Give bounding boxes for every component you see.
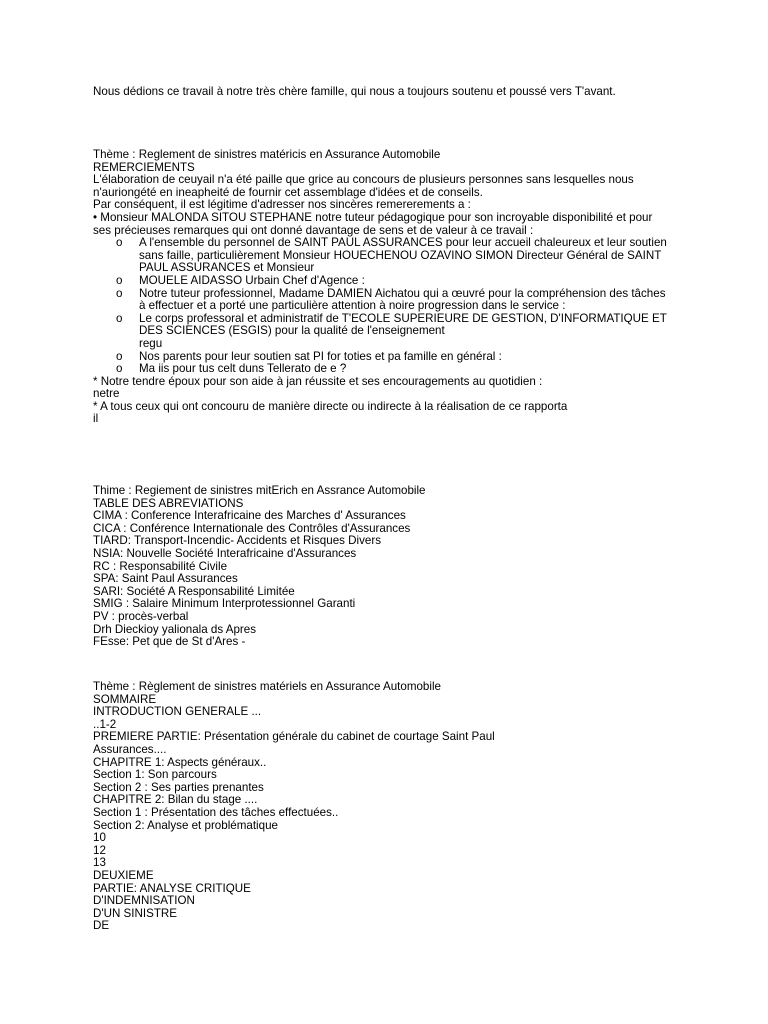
toc-line: ..1-2	[93, 717, 117, 731]
list-item: o A l'ensemble du personnel de SAINT PAUL ASSURANCES pour leur accueil chaleureux et leur soutien sans faille, particulièrement Monsieur HOUECHENOU OZAVINO SIMON Directeur Général de SAINT PAUL ASSURANCES et Monsieur	[116, 236, 667, 275]
bullet-marker: o	[116, 362, 123, 376]
paragraph-line: netre	[93, 387, 120, 401]
toc-line: Section 2: Analyse et problématique	[93, 818, 278, 832]
toc-line: 12	[93, 843, 106, 857]
abreviations-section	[93, 485, 683, 649]
paragraph-line: ses précieuses remarques qui ont donné davantage de sens et de valeur à ce travail :	[93, 223, 534, 237]
abbreviation-entry: PV : procès-verbal	[93, 609, 189, 623]
toc-line: Section 1: Son parcours	[93, 768, 217, 782]
list-item: o Nos parents pour leur soutien sat PI for toties et pa famille en général :	[116, 349, 502, 363]
tutor-acknowledgement	[93, 212, 683, 237]
abbreviation-entry: Drh Dieckioy yalionala ds Apres	[93, 622, 257, 636]
toc-line: 13	[93, 856, 106, 870]
toc-line: D'UN SINISTRE	[93, 906, 178, 920]
toc-line: CHAPITRE 1: Aspects généraux..	[93, 755, 267, 769]
section-heading: TABLE DES ABREVIATIONS	[93, 496, 244, 510]
paragraph-line: Par conséquent, il est légitime d'adresser nos sincères remererements a :	[93, 198, 471, 212]
paragraph-line: n'auriongété en ineapheité de fournir cet assemblage d'idées et de conseils.	[93, 185, 483, 199]
paragraph-line: • Monsieur MALONDA SITOU STEPHANE notre tuteur pédagogique pour son incroyable disponibilité et pour	[93, 210, 653, 224]
bullet-marker: o	[116, 236, 123, 250]
toc-line: CHAPITRE 2: Bilan du stage ....	[93, 793, 258, 807]
paragraph-line: il	[93, 412, 99, 426]
closing-acknowledgements	[93, 376, 683, 426]
section-theme: Thime : Regiement de sinistres mitErich en Assrance Automobile	[93, 484, 426, 497]
abbreviation-entry: RC : Responsabilité Civile	[93, 559, 228, 573]
list-item: o Ma iis pour tus celt duns Tellerato de e ?	[116, 362, 347, 376]
abbreviation-entry: FEsse: Pet que de St d'Ares -	[93, 635, 246, 649]
remerciements-section	[93, 149, 683, 426]
bullet-marker: o	[116, 311, 123, 325]
abreviations-list	[93, 510, 683, 649]
section-theme: Thème : Reglement de sinistres matéricis en Assurance Automobile	[93, 148, 441, 161]
toc-line: PARTIE: ANALYSE CRITIQUE	[93, 881, 251, 895]
paragraph-line: * Notre tendre époux pour son aide à jan réussite et ses encouragements au quotidien :	[93, 374, 543, 388]
sommaire-list	[93, 706, 683, 933]
toc-line: Section 1 : Présentation des tâches effectuées..	[93, 805, 339, 819]
sommaire-section	[93, 681, 683, 933]
toc-line: Section 2 : Ses parties prenantes	[93, 780, 264, 794]
paragraph-line: L'élaboration de ceuyail n'a été paille que grice au concours de plusieurs personnes sans lesquelles nous	[93, 173, 634, 187]
bullet-marker: o	[116, 286, 123, 300]
toc-line: DEUXIEME	[93, 868, 154, 882]
dedication-section	[93, 86, 683, 99]
list-item: o Notre tuteur professionnel, Madame DAMIEN Aichatou qui a œuvré pour la compréhension des tâches à effectuer et a porté une particulière attention à noire progression dans le service :	[116, 286, 666, 313]
abbreviation-entry: TIARD: Transport-Incendic- Accidents et Risques Divers	[93, 534, 382, 548]
abbreviation-entry: NSIA: Nouvelle Société Interafricaine d'Assurances	[93, 546, 357, 560]
section-theme: Thème : Règlement de sinistres matériels en Assurance Automobile	[93, 680, 441, 693]
bullet-marker: o	[116, 349, 123, 363]
abbreviation-entry: CIMA : Conference Interafricaine des Marches d' Assurances	[93, 509, 406, 523]
abbreviation-entry: SARI: Société A Responsabilité Limitée	[93, 584, 295, 598]
list-item: o Le corps professoral et administratif de T'ECOLE SUPERIEURE DE GESTION, D'INFORMATIQUE ET DES SCIENCES (ESGIS) pour la qualité de l'enseignement regu	[116, 311, 667, 350]
toc-line: PREMIERE PARTIE: Présentation générale du cabinet de courtage Saint Paul	[93, 730, 495, 744]
toc-line: INTRODUCTION GENERALE ...	[93, 705, 262, 719]
dedication-text: Nous dédions ce travail à notre très chère famille, qui nous a toujours soutenu et poussé vers T'avant.	[93, 85, 616, 98]
abbreviation-entry: SPA: Saint Paul Assurances	[93, 572, 238, 586]
acknowledgement-list	[93, 237, 683, 376]
abbreviation-entry: CICA : Conférence Internationale des Contrôles d'Assurances	[93, 521, 411, 535]
list-item: o MOUELE AIDASSO Urbain Chef d'Agence :	[116, 273, 365, 287]
toc-line: DE	[93, 919, 110, 933]
section-heading: SOMMAIRE	[93, 692, 157, 706]
remerciements-intro	[93, 174, 683, 212]
abbreviation-entry: SMIG : Salaire Minimum Interprotessionnel Garanti	[93, 597, 356, 611]
paragraph-line: * A tous ceux qui ont concouru de manière directe ou indirecte à la réalisation de ce rapporta	[93, 399, 568, 413]
toc-line: D'INDEMNISATION	[93, 894, 195, 908]
section-heading: REMERCIEMENTS	[93, 160, 195, 174]
toc-line: Assurances....	[93, 742, 167, 756]
bullet-marker: o	[116, 273, 123, 287]
toc-line: 10	[93, 831, 106, 845]
